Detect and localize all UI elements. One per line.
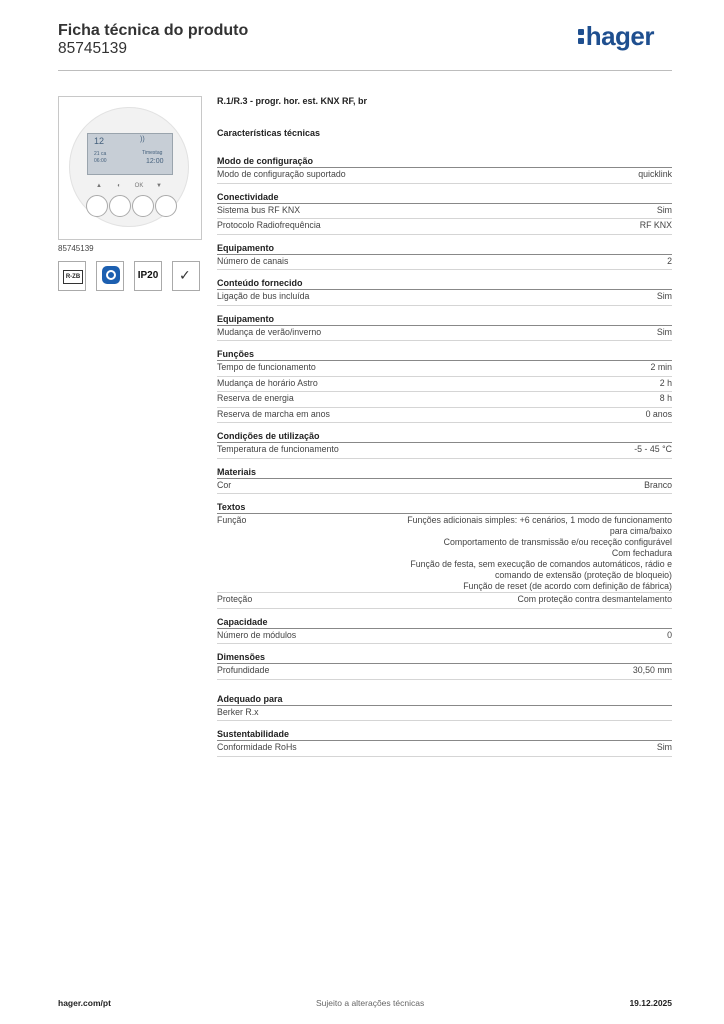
product-code: 85745139 xyxy=(58,40,127,57)
spec-value xyxy=(377,409,672,423)
spec-key: Profundidade xyxy=(217,665,270,675)
section-title: Equipamento xyxy=(217,243,672,255)
spec-row xyxy=(217,741,672,757)
spec-value-line: Sim xyxy=(656,742,672,752)
spec-key: Função xyxy=(217,515,247,525)
section-title: Modo de configuração xyxy=(217,156,672,168)
spec-value-line: Comportamento de transmissão e/ou receção configurável xyxy=(443,537,672,547)
section-title: Sustentabilidade xyxy=(217,729,672,741)
section-title: Conectividade xyxy=(217,192,672,204)
spec-value xyxy=(377,630,672,644)
spec-row xyxy=(217,290,672,306)
device-key-labels: ▲ ◐ OK ▼ xyxy=(96,183,162,189)
spec-key: Protocolo Radiofrequência xyxy=(217,220,321,230)
spec-value-line: Com proteção contra desmantelamento xyxy=(517,594,672,604)
spec-key: Ligação de bus incluída xyxy=(217,291,310,301)
product-name: R.1/R.3 - progr. hor. est. KNX RF, br xyxy=(217,96,368,106)
spec-value-line: 0 anos xyxy=(645,408,672,419)
page-header xyxy=(58,20,672,71)
spec-value-line: 2 min xyxy=(650,362,672,372)
spec-key: Conformidade RoHs xyxy=(217,742,297,752)
spec-value xyxy=(377,291,672,305)
spec-value-line: 2 xyxy=(667,255,672,266)
spec-row xyxy=(217,168,672,184)
device-buttons xyxy=(83,195,179,217)
spec-row xyxy=(217,443,672,459)
spec-value xyxy=(377,327,672,341)
section-title: Conteúdo fornecido xyxy=(217,278,672,290)
spec-key: Cor xyxy=(217,479,232,490)
specifications xyxy=(217,96,672,757)
spec-row xyxy=(217,219,672,235)
section-title: Dimensões xyxy=(217,652,672,664)
spec-value xyxy=(377,594,672,608)
spec-key: Reserva de marcha em anos xyxy=(217,408,330,419)
spec-value xyxy=(377,169,672,183)
spec-row xyxy=(217,479,672,495)
spec-value-line: Com fechadura xyxy=(611,548,672,558)
spec-row xyxy=(217,593,672,609)
spec-row xyxy=(217,664,672,680)
spec-key: Número de canais xyxy=(217,255,289,266)
section-title: Funções xyxy=(217,349,672,361)
spec-key: Sistema bus RF KNX xyxy=(217,204,301,215)
spec-row xyxy=(217,377,672,393)
spec-value-line: Branco xyxy=(644,479,672,490)
spec-value xyxy=(377,707,672,721)
spec-value-line: -5 - 45 °C xyxy=(634,444,672,454)
spec-row xyxy=(217,629,672,645)
certification-badges xyxy=(58,261,208,295)
spec-value-line: Função de festa, sem execução de comandos automáticos, rádio e xyxy=(410,559,672,569)
spec-value-line: comando de extensão (proteção de bloqueio) xyxy=(494,570,672,580)
spec-key: Reserva de energia xyxy=(217,393,294,403)
logo-mark-icon xyxy=(578,25,586,47)
spec-row xyxy=(217,514,672,593)
spec-row xyxy=(217,326,672,342)
spec-key: Tempo de funcionamento xyxy=(217,362,316,372)
footer-website[interactable]: hager.com/pt xyxy=(58,998,111,1008)
spec-key: Número de módulos xyxy=(217,629,297,640)
technical-characteristics-title: Características técnicas xyxy=(217,128,321,138)
spec-row xyxy=(217,361,672,377)
footer-date: 19.12.2025 xyxy=(629,998,672,1008)
device-illustration xyxy=(69,107,189,227)
spec-row xyxy=(217,408,672,424)
section-title: Materiais xyxy=(217,467,672,479)
spec-value-line: 30,50 mm xyxy=(632,665,672,675)
spec-value xyxy=(377,480,672,494)
spec-value xyxy=(377,665,672,679)
spec-value-line: Função de reset (de acordo com definição de fábrica) xyxy=(463,581,672,591)
spec-value-line: 0 xyxy=(667,629,672,640)
spec-value-line: quicklink xyxy=(638,169,672,179)
spec-key: Proteção xyxy=(217,594,253,604)
spec-value-line: RF KNX xyxy=(639,220,672,230)
spec-value-line: Funções adicionais simples: +6 cenários, 1 modo de funcionamento xyxy=(407,515,672,525)
document-title: Ficha técnica do produto xyxy=(58,22,249,39)
spec-value-line: 8 h xyxy=(659,393,672,403)
weee-icon: ✓ xyxy=(172,261,200,291)
spec-value xyxy=(377,378,672,392)
ip20-icon: IP20 xyxy=(134,261,162,291)
section-title: Textos xyxy=(217,502,672,514)
product-image xyxy=(58,96,202,240)
spec-value xyxy=(377,362,672,376)
spec-row xyxy=(217,706,672,722)
spec-sections xyxy=(217,156,672,757)
spec-row xyxy=(217,392,672,408)
spec-value-line: Sim xyxy=(656,204,672,215)
device-display: 12 )) 21 ca 06:00 Timestag 12:00 xyxy=(87,133,173,175)
spec-value xyxy=(377,515,672,592)
spec-value-line: para cima/baixo xyxy=(609,526,672,536)
spec-value xyxy=(377,444,672,458)
hager-logo: hager xyxy=(578,21,654,52)
spec-value-line: Sim xyxy=(656,291,672,301)
spec-key: Modo de configuração suportado xyxy=(217,169,346,179)
knx-rf-icon: R-ZB xyxy=(58,261,86,291)
spec-value xyxy=(377,393,672,407)
section-title: Condições de utilização xyxy=(217,431,672,443)
image-caption: 85745139 xyxy=(58,244,94,253)
spec-key: Berker R.x xyxy=(217,706,259,717)
spec-row xyxy=(217,204,672,220)
footer-disclaimer: Sujeito a alterações técnicas xyxy=(316,998,425,1008)
section-title: Adequado para xyxy=(217,694,672,706)
spec-value-line: Sim xyxy=(656,326,672,337)
spec-row xyxy=(217,255,672,271)
spec-value xyxy=(377,205,672,219)
quicklink-icon xyxy=(96,261,124,291)
spec-key: Temperatura de funcionamento xyxy=(217,444,339,454)
spec-key: Mudança de verão/inverno xyxy=(217,326,322,337)
section-title: Equipamento xyxy=(217,314,672,326)
spec-value xyxy=(377,742,672,756)
spec-value-line: 2 h xyxy=(659,377,672,388)
section-title: Capacidade xyxy=(217,617,672,629)
spec-value xyxy=(377,256,672,270)
spec-key: Mudança de horário Astro xyxy=(217,377,318,388)
spec-value xyxy=(377,220,672,234)
